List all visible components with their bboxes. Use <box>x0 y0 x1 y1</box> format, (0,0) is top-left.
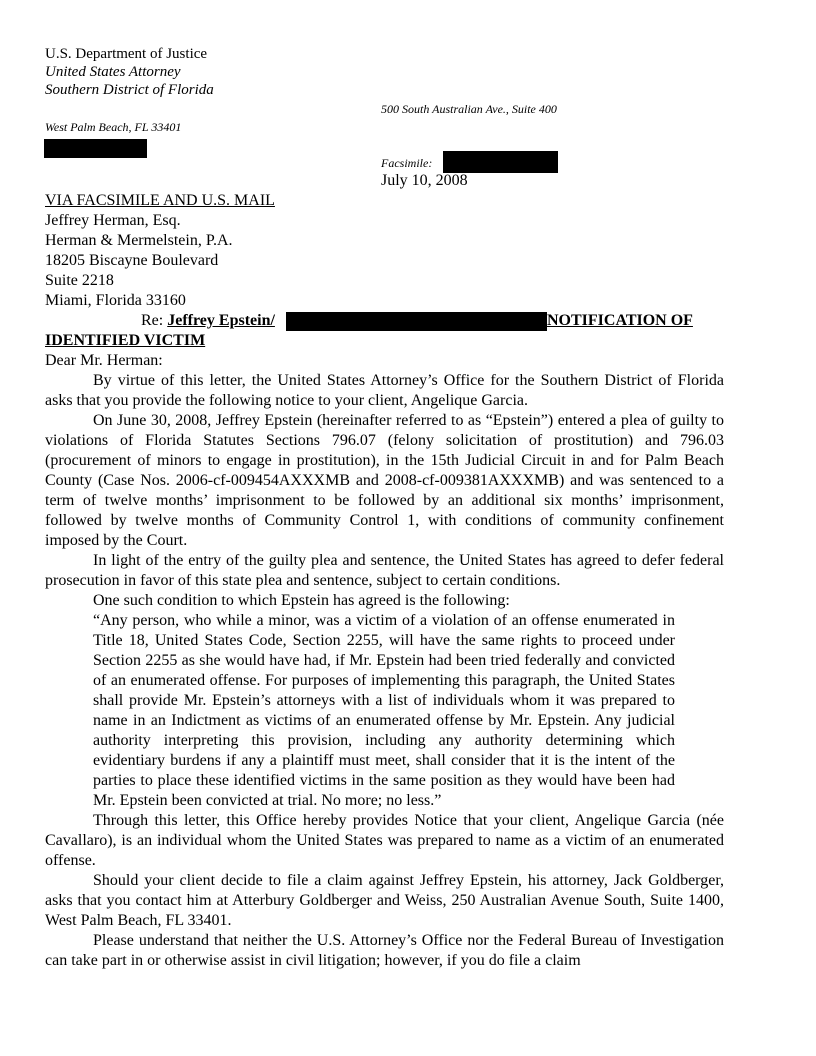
letterhead-district: Southern District of Florida <box>45 82 214 98</box>
letterhead-dept: U.S. Department of Justice <box>45 46 208 62</box>
paragraph: One such condition to which Epstein has agreed is the following: <box>93 592 510 609</box>
recipient-name: Jeffrey Herman, Esq. <box>45 212 181 229</box>
facsimile-label: Facsimile: <box>381 156 433 170</box>
redaction-facsimile <box>443 151 558 173</box>
redaction-phone <box>44 139 147 158</box>
salutation: Dear Mr. Herman: <box>45 352 163 369</box>
paragraph: Please understand that neither the U.S. Attorney’s Office nor the Federal Bureau of Investigation can take part in or otherwise assist in civil litigation; however, if you do file a claim <box>45 932 724 969</box>
paragraph: Through this letter, this Office hereby provides Notice that your client, Angelique Garcia (née Cavallaro), is an individual whom the United States was prepared to name as a victim of an enumerated offense. <box>45 812 724 869</box>
letter-body <box>45 371 724 971</box>
delivery-method: VIA FACSIMILE AND U.S. MAIL <box>45 192 275 209</box>
redaction-victim-name <box>286 312 547 331</box>
paragraph: Should your client decide to file a claim against Jeffrey Epstein, his attorney, Jack Goldberger, asks that you contact him at Atterbury Goldberger and Weiss, 250 Australian Avenue South, Suite 1400, West Palm Beach, FL 33401. <box>45 872 724 929</box>
re-subject: Jeffrey Epstein/ <box>167 312 275 329</box>
paragraph: By virtue of this letter, the United States Attorney’s Office for the Southern District of Florida asks that you provide the following notice to your client, Angelique Garcia. <box>45 372 724 409</box>
recipient-city: Miami, Florida 33160 <box>45 292 186 309</box>
re-label: Re: <box>141 312 168 329</box>
letterhead-address: 500 South Australian Ave., Suite 400 <box>381 102 557 116</box>
re-identified-victim: IDENTIFIED VICTIM <box>45 332 206 349</box>
paragraph: On June 30, 2008, Jeffrey Epstein (hereinafter referred to as “Epstein”) entered a plea of guilty to violations of Florida Statutes Sections 796.07 (felony solicitation of prostitution) and 796.03 (procurement of minors to engage in prostitution), in the 15th Judicial Circuit in and for Palm Beach County (Case Nos. 2006-cf-009454AXXXMB and 2008-cf-009381AXXXMB) and was sentenced to a term of twelve months’ imprisonment to be followed by an additional six months’ imprisonment, followed by twelve months of Community Control 1, with conditions of community confinement imposed by the Court. <box>45 412 724 549</box>
recipient-firm: Herman & Mermelstein, P.A. <box>45 232 233 249</box>
recipient-street: 18205 Biscayne Boulevard <box>45 252 219 269</box>
letter-date: July 10, 2008 <box>381 172 468 189</box>
letterhead-city: West Palm Beach, FL 33401 <box>45 120 182 134</box>
paragraph: In light of the entry of the guilty plea and sentence, the United States has agreed to defer federal prosecution in favor of this state plea and sentence, subject to certain conditions. <box>45 552 724 589</box>
block-quote: “Any person, who while a minor, was a victim of a violation of an offense enumerated in Title 18, United States Code, Section 2255, will have the same rights to proceed under Section 2255 as she would have had, if Mr. Epstein had been tried federally and convicted of an enumerated offense. For purposes of implementing this paragraph, the United States shall provide Mr. Epstein’s attorneys with a list of individuals whom it was prepared to name in an Indictment as victims of an enumerated offense by Mr. Epstein. Any judicial authority interpreting this provision, including any authority determining which evidentiary burdens if any a plaintiff must meet, shall consider that it is the intent of the parties to place these identified victims in the same position as they would have been had Mr. Epstein been convicted at trial. No more; no less.” <box>93 612 675 809</box>
recipient-suite: Suite 2218 <box>45 272 114 289</box>
re-notification: NOTIFICATION OF <box>547 312 693 329</box>
letterhead-office: United States Attorney <box>45 64 181 80</box>
re-line <box>141 311 275 331</box>
